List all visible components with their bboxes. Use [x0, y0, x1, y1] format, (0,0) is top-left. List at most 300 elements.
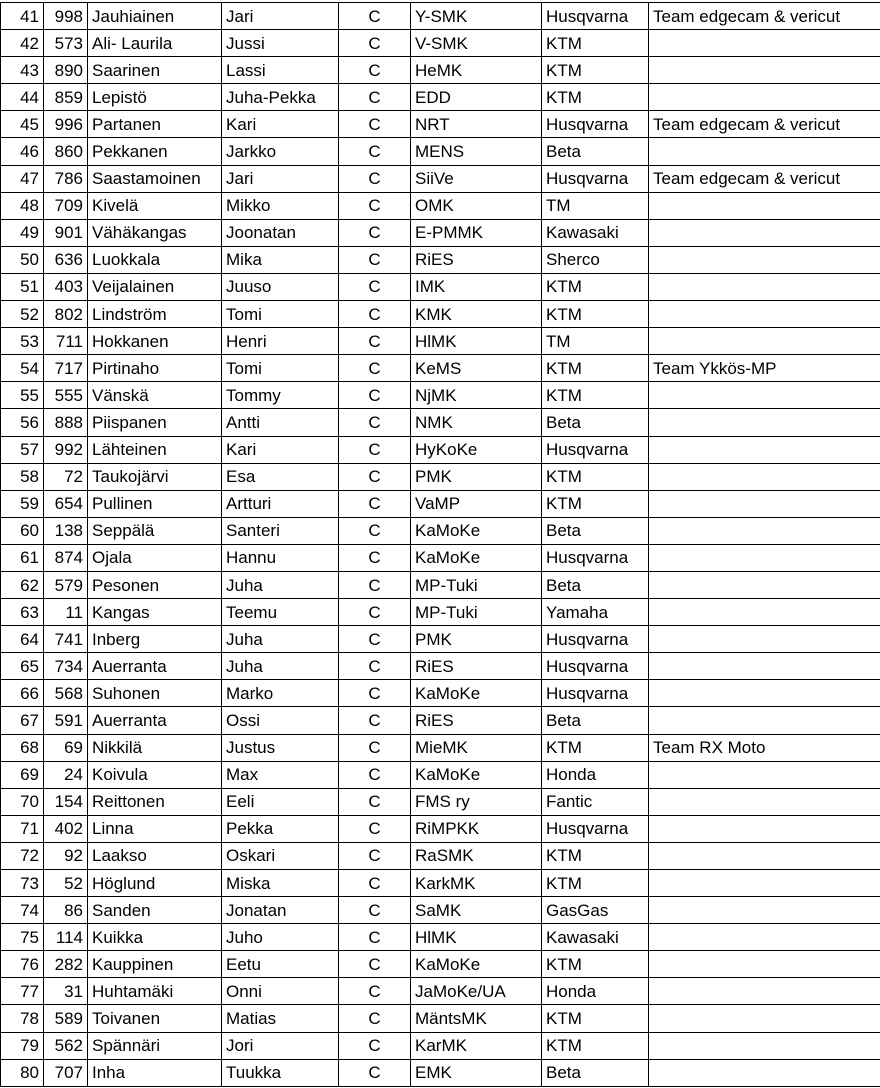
table-row	[1, 301, 880, 328]
club-cell: FMS ry	[411, 788, 542, 815]
position-cell: 78	[1, 1005, 44, 1032]
class-cell: C	[339, 301, 411, 328]
team-cell	[649, 897, 880, 924]
class-cell: C	[339, 870, 411, 897]
team-cell	[649, 328, 880, 355]
team-cell	[649, 680, 880, 707]
first-name-cell: Jussi	[222, 30, 339, 57]
table-row	[1, 463, 880, 490]
club-cell: IMK	[411, 273, 542, 300]
last-name-cell: Linna	[88, 815, 222, 842]
first-name-cell: Jonatan	[222, 897, 339, 924]
first-name-cell: Juuso	[222, 273, 339, 300]
position-cell: 43	[1, 57, 44, 84]
team-cell	[649, 138, 880, 165]
class-cell: C	[339, 219, 411, 246]
position-cell: 54	[1, 355, 44, 382]
class-cell: C	[339, 626, 411, 653]
first-name-cell: Jarkko	[222, 138, 339, 165]
bike-make-cell: KTM	[542, 301, 649, 328]
table-row	[1, 84, 880, 111]
bike-make-cell: Sherco	[542, 246, 649, 273]
table-row	[1, 30, 880, 57]
first-name-cell: Max	[222, 761, 339, 788]
last-name-cell: Höglund	[88, 870, 222, 897]
table-row	[1, 57, 880, 84]
bike-make-cell: Husqvarna	[542, 626, 649, 653]
bike-make-cell: TM	[542, 192, 649, 219]
bike-make-cell: KTM	[542, 84, 649, 111]
first-name-cell: Esa	[222, 463, 339, 490]
first-name-cell: Antti	[222, 409, 339, 436]
class-cell: C	[339, 897, 411, 924]
bike-make-cell: KTM	[542, 870, 649, 897]
bike-make-cell: KTM	[542, 1032, 649, 1059]
first-name-cell: Juho	[222, 924, 339, 951]
table-row	[1, 1059, 880, 1086]
class-cell: C	[339, 30, 411, 57]
bike-make-cell: Husqvarna	[542, 815, 649, 842]
last-name-cell: Inberg	[88, 626, 222, 653]
position-cell: 67	[1, 707, 44, 734]
last-name-cell: Reittonen	[88, 788, 222, 815]
table-row	[1, 111, 880, 138]
first-name-cell: Matias	[222, 1005, 339, 1032]
class-cell: C	[339, 924, 411, 951]
table-row	[1, 788, 880, 815]
last-name-cell: Lindström	[88, 301, 222, 328]
first-name-cell: Joonatan	[222, 219, 339, 246]
table-row	[1, 3, 880, 30]
rider-number-cell: 802	[44, 301, 88, 328]
first-name-cell: Pekka	[222, 815, 339, 842]
class-cell: C	[339, 680, 411, 707]
bike-make-cell: Husqvarna	[542, 653, 649, 680]
last-name-cell: Lähteinen	[88, 436, 222, 463]
club-cell: E-PMMK	[411, 219, 542, 246]
table-row	[1, 924, 880, 951]
team-cell	[649, 924, 880, 951]
team-cell	[649, 842, 880, 869]
team-cell	[649, 951, 880, 978]
last-name-cell: Pekkanen	[88, 138, 222, 165]
rider-number-cell: 859	[44, 84, 88, 111]
class-cell: C	[339, 3, 411, 30]
position-cell: 74	[1, 897, 44, 924]
position-cell: 41	[1, 3, 44, 30]
club-cell: Y-SMK	[411, 3, 542, 30]
first-name-cell: Juha	[222, 571, 339, 598]
position-cell: 46	[1, 138, 44, 165]
team-cell: Team Ykkös-MP	[649, 355, 880, 382]
team-cell	[649, 192, 880, 219]
table-row	[1, 978, 880, 1005]
rider-number-cell: 154	[44, 788, 88, 815]
class-cell: C	[339, 571, 411, 598]
rider-number-cell: 654	[44, 490, 88, 517]
team-cell	[649, 30, 880, 57]
club-cell: MENS	[411, 138, 542, 165]
bike-make-cell: Husqvarna	[542, 436, 649, 463]
position-cell: 61	[1, 544, 44, 571]
club-cell: RiMPKK	[411, 815, 542, 842]
club-cell: RiES	[411, 246, 542, 273]
first-name-cell: Lassi	[222, 57, 339, 84]
position-cell: 72	[1, 842, 44, 869]
bike-make-cell: KTM	[542, 734, 649, 761]
first-name-cell: Teemu	[222, 599, 339, 626]
last-name-cell: Partanen	[88, 111, 222, 138]
table-row	[1, 707, 880, 734]
first-name-cell: Jari	[222, 3, 339, 30]
team-cell	[649, 653, 880, 680]
club-cell: EDD	[411, 84, 542, 111]
bike-make-cell: Honda	[542, 761, 649, 788]
table-row	[1, 490, 880, 517]
rider-number-cell: 403	[44, 273, 88, 300]
class-cell: C	[339, 409, 411, 436]
team-cell	[649, 409, 880, 436]
class-cell: C	[339, 815, 411, 842]
team-cell	[649, 1005, 880, 1032]
club-cell: EMK	[411, 1059, 542, 1086]
first-name-cell: Santeri	[222, 517, 339, 544]
first-name-cell: Tomi	[222, 301, 339, 328]
table-row	[1, 680, 880, 707]
team-cell	[649, 436, 880, 463]
table-row	[1, 599, 880, 626]
class-cell: C	[339, 382, 411, 409]
class-cell: C	[339, 355, 411, 382]
bike-make-cell: Beta	[542, 517, 649, 544]
position-cell: 45	[1, 111, 44, 138]
club-cell: HlMK	[411, 924, 542, 951]
class-cell: C	[339, 246, 411, 273]
class-cell: C	[339, 653, 411, 680]
rider-number-cell: 573	[44, 30, 88, 57]
last-name-cell: Saarinen	[88, 57, 222, 84]
bike-make-cell: Beta	[542, 409, 649, 436]
team-cell	[649, 571, 880, 598]
table-row	[1, 1005, 880, 1032]
club-cell: KaMoKe	[411, 951, 542, 978]
table-row	[1, 517, 880, 544]
team-cell: Team edgecam & vericut	[649, 3, 880, 30]
bike-make-cell: TM	[542, 328, 649, 355]
class-cell: C	[339, 84, 411, 111]
table-row	[1, 571, 880, 598]
team-cell	[649, 84, 880, 111]
rider-number-cell: 890	[44, 57, 88, 84]
table-row	[1, 734, 880, 761]
club-cell: SiiVe	[411, 165, 542, 192]
last-name-cell: Vänskä	[88, 382, 222, 409]
rider-number-cell: 138	[44, 517, 88, 544]
club-cell: V-SMK	[411, 30, 542, 57]
team-cell: Team RX Moto	[649, 734, 880, 761]
club-cell: KaMoKe	[411, 544, 542, 571]
bike-make-cell: Husqvarna	[542, 3, 649, 30]
rider-number-cell: 92	[44, 842, 88, 869]
last-name-cell: Spännäri	[88, 1032, 222, 1059]
last-name-cell: Lepistö	[88, 84, 222, 111]
club-cell: JaMoKe/UA	[411, 978, 542, 1005]
first-name-cell: Jari	[222, 165, 339, 192]
position-cell: 76	[1, 951, 44, 978]
team-cell	[649, 246, 880, 273]
position-cell: 53	[1, 328, 44, 355]
team-cell	[649, 382, 880, 409]
class-cell: C	[339, 436, 411, 463]
bike-make-cell: KTM	[542, 355, 649, 382]
club-cell: OMK	[411, 192, 542, 219]
last-name-cell: Kivelä	[88, 192, 222, 219]
last-name-cell: Saastamoinen	[88, 165, 222, 192]
last-name-cell: Vähäkangas	[88, 219, 222, 246]
first-name-cell: Ossi	[222, 707, 339, 734]
position-cell: 49	[1, 219, 44, 246]
club-cell: HeMK	[411, 57, 542, 84]
rider-number-cell: 734	[44, 653, 88, 680]
position-cell: 44	[1, 84, 44, 111]
last-name-cell: Nikkilä	[88, 734, 222, 761]
position-cell: 60	[1, 517, 44, 544]
position-cell: 71	[1, 815, 44, 842]
last-name-cell: Seppälä	[88, 517, 222, 544]
class-cell: C	[339, 707, 411, 734]
position-cell: 79	[1, 1032, 44, 1059]
first-name-cell: Juha-Pekka	[222, 84, 339, 111]
position-cell: 77	[1, 978, 44, 1005]
table-row	[1, 951, 880, 978]
first-name-cell: Mikko	[222, 192, 339, 219]
first-name-cell: Marko	[222, 680, 339, 707]
position-cell: 47	[1, 165, 44, 192]
rider-number-cell: 31	[44, 978, 88, 1005]
rider-number-cell: 282	[44, 951, 88, 978]
class-cell: C	[339, 57, 411, 84]
last-name-cell: Jauhiainen	[88, 3, 222, 30]
rider-number-cell: 709	[44, 192, 88, 219]
rider-number-cell: 114	[44, 924, 88, 951]
position-cell: 75	[1, 924, 44, 951]
position-cell: 51	[1, 273, 44, 300]
bike-make-cell: KTM	[542, 382, 649, 409]
table-row	[1, 382, 880, 409]
position-cell: 65	[1, 653, 44, 680]
bike-make-cell: Husqvarna	[542, 165, 649, 192]
team-cell	[649, 463, 880, 490]
class-cell: C	[339, 111, 411, 138]
position-cell: 48	[1, 192, 44, 219]
last-name-cell: Suhonen	[88, 680, 222, 707]
team-cell	[649, 273, 880, 300]
position-cell: 66	[1, 680, 44, 707]
class-cell: C	[339, 978, 411, 1005]
team-cell: Team edgecam & vericut	[649, 111, 880, 138]
club-cell: KaMoKe	[411, 517, 542, 544]
rider-number-cell: 69	[44, 734, 88, 761]
class-cell: C	[339, 463, 411, 490]
club-cell: MäntsMK	[411, 1005, 542, 1032]
bike-make-cell: Husqvarna	[542, 111, 649, 138]
team-cell	[649, 301, 880, 328]
club-cell: RiES	[411, 707, 542, 734]
last-name-cell: Sanden	[88, 897, 222, 924]
position-cell: 52	[1, 301, 44, 328]
position-cell: 63	[1, 599, 44, 626]
last-name-cell: Toivanen	[88, 1005, 222, 1032]
club-cell: MP-Tuki	[411, 599, 542, 626]
last-name-cell: Huhtamäki	[88, 978, 222, 1005]
first-name-cell: Tuukka	[222, 1059, 339, 1086]
last-name-cell: Luokkala	[88, 246, 222, 273]
bike-make-cell: GasGas	[542, 897, 649, 924]
rider-number-cell: 901	[44, 219, 88, 246]
bike-make-cell: Husqvarna	[542, 544, 649, 571]
class-cell: C	[339, 544, 411, 571]
position-cell: 56	[1, 409, 44, 436]
bike-make-cell: Beta	[542, 1059, 649, 1086]
club-cell: KarMK	[411, 1032, 542, 1059]
team-cell	[649, 815, 880, 842]
team-cell	[649, 544, 880, 571]
table-row	[1, 626, 880, 653]
table-row	[1, 246, 880, 273]
club-cell: MieMK	[411, 734, 542, 761]
club-cell: RaSMK	[411, 842, 542, 869]
table-row	[1, 870, 880, 897]
rider-number-cell: 555	[44, 382, 88, 409]
rider-number-cell: 562	[44, 1032, 88, 1059]
first-name-cell: Justus	[222, 734, 339, 761]
table-row	[1, 409, 880, 436]
position-cell: 57	[1, 436, 44, 463]
team-cell	[649, 788, 880, 815]
position-cell: 80	[1, 1059, 44, 1086]
club-cell: NMK	[411, 409, 542, 436]
first-name-cell: Jori	[222, 1032, 339, 1059]
table-row	[1, 842, 880, 869]
table-row	[1, 436, 880, 463]
class-cell: C	[339, 328, 411, 355]
club-cell: PMK	[411, 626, 542, 653]
club-cell: KaMoKe	[411, 680, 542, 707]
rider-number-cell: 579	[44, 571, 88, 598]
class-cell: C	[339, 788, 411, 815]
team-cell	[649, 57, 880, 84]
team-cell	[649, 1032, 880, 1059]
position-cell: 42	[1, 30, 44, 57]
rider-number-cell: 589	[44, 1005, 88, 1032]
first-name-cell: Henri	[222, 328, 339, 355]
first-name-cell: Juha	[222, 626, 339, 653]
class-cell: C	[339, 951, 411, 978]
table-row	[1, 761, 880, 788]
bike-make-cell: Yamaha	[542, 599, 649, 626]
team-cell	[649, 761, 880, 788]
class-cell: C	[339, 1032, 411, 1059]
class-cell: C	[339, 165, 411, 192]
class-cell: C	[339, 490, 411, 517]
last-name-cell: Laakso	[88, 842, 222, 869]
club-cell: HyKoKe	[411, 436, 542, 463]
table-row	[1, 897, 880, 924]
bike-make-cell: KTM	[542, 1005, 649, 1032]
team-cell	[649, 626, 880, 653]
position-cell: 70	[1, 788, 44, 815]
rider-number-cell: 874	[44, 544, 88, 571]
class-cell: C	[339, 842, 411, 869]
table-row	[1, 653, 880, 680]
results-table	[0, 2, 880, 1087]
bike-make-cell: Kawasaki	[542, 924, 649, 951]
bike-make-cell: Honda	[542, 978, 649, 1005]
class-cell: C	[339, 1005, 411, 1032]
first-name-cell: Tomi	[222, 355, 339, 382]
team-cell	[649, 870, 880, 897]
rider-number-cell: 86	[44, 897, 88, 924]
position-cell: 55	[1, 382, 44, 409]
rider-number-cell: 998	[44, 3, 88, 30]
last-name-cell: Kauppinen	[88, 951, 222, 978]
table-row	[1, 138, 880, 165]
rider-number-cell: 72	[44, 463, 88, 490]
rider-number-cell: 741	[44, 626, 88, 653]
table-row	[1, 273, 880, 300]
rider-number-cell: 992	[44, 436, 88, 463]
first-name-cell: Eeli	[222, 788, 339, 815]
club-cell: VaMP	[411, 490, 542, 517]
rider-number-cell: 11	[44, 599, 88, 626]
results-table-body	[1, 3, 880, 1087]
bike-make-cell: KTM	[542, 490, 649, 517]
position-cell: 64	[1, 626, 44, 653]
last-name-cell: Pirtinaho	[88, 355, 222, 382]
bike-make-cell: KTM	[542, 842, 649, 869]
position-cell: 58	[1, 463, 44, 490]
first-name-cell: Oskari	[222, 842, 339, 869]
bike-make-cell: Kawasaki	[542, 219, 649, 246]
position-cell: 62	[1, 571, 44, 598]
position-cell: 50	[1, 246, 44, 273]
rider-number-cell: 24	[44, 761, 88, 788]
table-row	[1, 355, 880, 382]
last-name-cell: Auerranta	[88, 653, 222, 680]
club-cell: RiES	[411, 653, 542, 680]
rider-number-cell: 888	[44, 409, 88, 436]
last-name-cell: Ojala	[88, 544, 222, 571]
last-name-cell: Koivula	[88, 761, 222, 788]
class-cell: C	[339, 138, 411, 165]
rider-number-cell: 52	[44, 870, 88, 897]
table-row	[1, 815, 880, 842]
table-row	[1, 192, 880, 219]
class-cell: C	[339, 761, 411, 788]
last-name-cell: Hokkanen	[88, 328, 222, 355]
rider-number-cell: 711	[44, 328, 88, 355]
position-cell: 69	[1, 761, 44, 788]
first-name-cell: Hannu	[222, 544, 339, 571]
rider-number-cell: 591	[44, 707, 88, 734]
first-name-cell: Artturi	[222, 490, 339, 517]
last-name-cell: Ali- Laurila	[88, 30, 222, 57]
table-row	[1, 1032, 880, 1059]
club-cell: NjMK	[411, 382, 542, 409]
last-name-cell: Veijalainen	[88, 273, 222, 300]
position-cell: 68	[1, 734, 44, 761]
table-row	[1, 165, 880, 192]
